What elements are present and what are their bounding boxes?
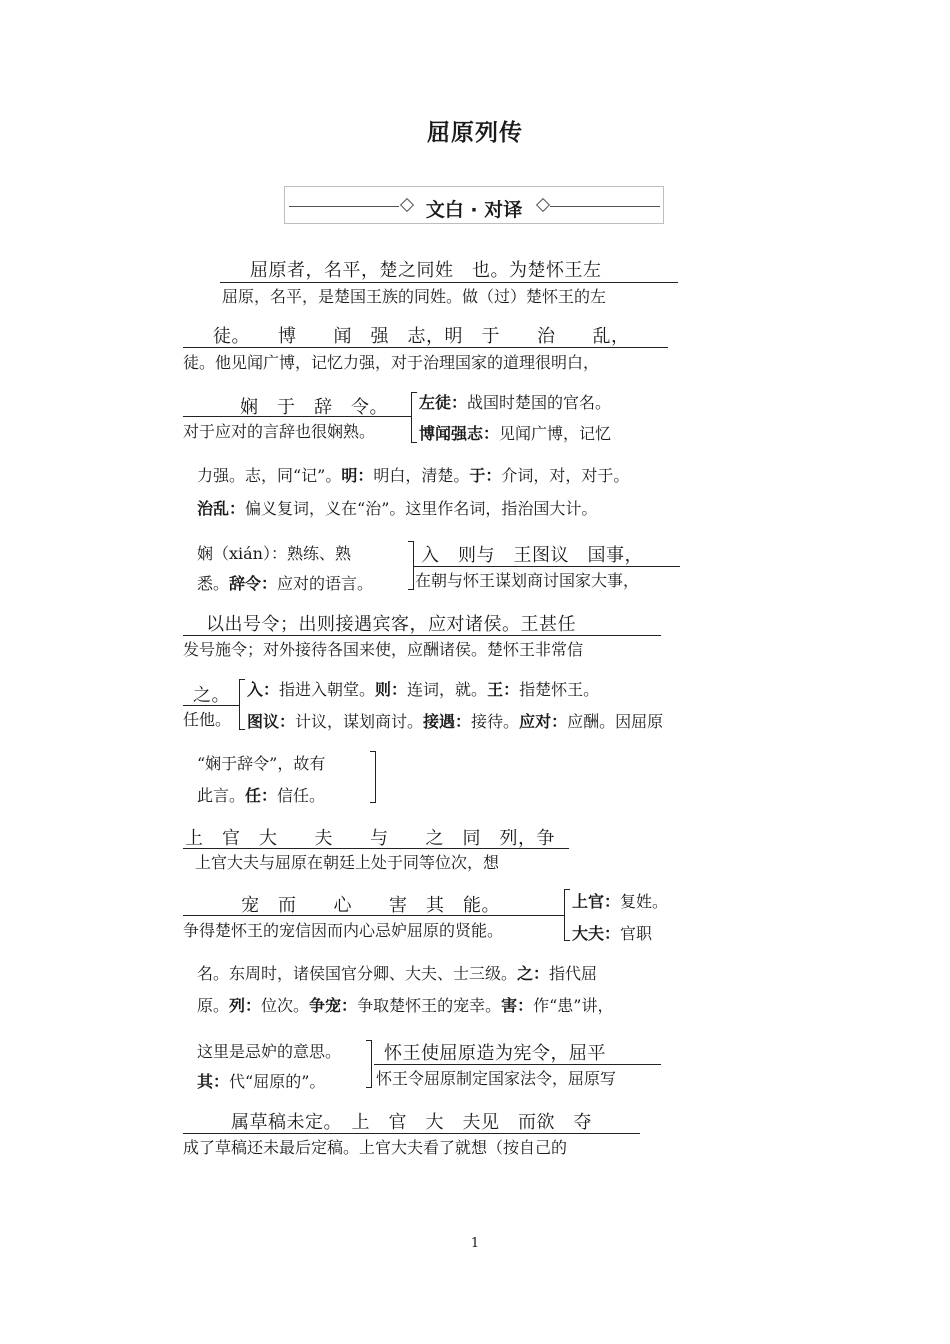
annotation-text: 应酬。因屈原 — [567, 712, 664, 731]
annotation-text: 应对的语言。 — [277, 574, 374, 593]
divider — [414, 566, 680, 567]
annotation-term: 王： — [487, 680, 520, 699]
original-line: 以出号令；出则接遇宾客，应对诸侯。王甚任 — [206, 614, 576, 635]
original-line: 徒。 博 闻 强 志，明 于 治 乱， — [213, 326, 630, 347]
annotation-text: 偏义复词，义在“治”。这里作名词，指治国大计。 — [245, 499, 598, 518]
annotation-text: 指进入朝堂。 — [279, 680, 376, 699]
annotation-text: 连词，就。 — [407, 680, 488, 699]
annotation-line — [247, 677, 599, 700]
original-line: 上 官 大 夫 与 之 同 列，争 — [185, 828, 555, 849]
original-line: 屈原者，名平，楚之同姓 也。为楚怀王左 — [250, 260, 602, 281]
annotation-text: 战国时楚国的官名。 — [467, 393, 612, 412]
translation-line: 在朝与怀王谋划商讨国家大事， — [415, 571, 640, 590]
divider — [183, 848, 569, 849]
original-line: 宠 而 心 害 其 能。 — [241, 895, 500, 916]
annotation-text: 力强。志，同“记”。 — [197, 466, 342, 485]
annotation-text: 位次。 — [261, 996, 310, 1015]
page-number: 1 — [470, 1236, 480, 1251]
divider — [183, 705, 239, 706]
annotation-term: 之： — [517, 964, 550, 983]
annotation-term: 入： — [247, 680, 280, 699]
original-line: 属草稿未定。 上 官 大 夫见 而欲 夺 — [231, 1112, 592, 1133]
annotation-term: 争宠： — [309, 996, 358, 1015]
translation-line: 屈原，名平，是楚国王族的同姓。做（过）楚怀王的左 — [222, 287, 607, 306]
annotation-text: 指楚怀王。 — [519, 680, 600, 699]
annotation-term: 左徒： — [419, 393, 468, 412]
annotation-bracket — [564, 889, 570, 941]
annotation-line — [419, 421, 611, 444]
annotation-term: 辞令： — [229, 574, 278, 593]
divider — [220, 282, 678, 283]
annotation-text: 信任。 — [277, 786, 326, 805]
annotation-term: 列： — [229, 996, 262, 1015]
annotation-line: 这里是忌妒的意思。 — [197, 1042, 342, 1061]
original-line: 怀王使屈原造为宪令，屈平 — [384, 1043, 606, 1064]
translation-line: 对于应对的言辞也很娴熟。 — [183, 422, 376, 441]
annotation-term: 则： — [375, 680, 408, 699]
annotation-text: 官职 — [620, 924, 653, 943]
divider — [183, 915, 564, 916]
annotation-line — [419, 390, 611, 413]
annotation-line — [247, 709, 663, 732]
annotation-term: 任： — [245, 786, 278, 805]
annotation-line — [197, 993, 613, 1016]
page-title: 屈原列传 — [427, 120, 523, 146]
translation-line: 任他。 — [183, 710, 232, 729]
banner-right-rule — [550, 206, 660, 207]
annotation-term: 图议： — [247, 712, 296, 731]
annotation-term: 其： — [197, 1072, 230, 1091]
annotation-term: 博闻强志： — [419, 424, 500, 443]
annotation-text: 争取楚怀王的宠幸。 — [357, 996, 502, 1015]
annotation-text: 名。东周时，诸侯国官分卿、大夫、士三级。 — [197, 964, 518, 983]
annotation-text: 明白，清楚。 — [373, 466, 470, 485]
annotation-term: 治乱： — [197, 499, 246, 518]
divider — [183, 1133, 640, 1134]
annotation-term: 于： — [469, 466, 502, 485]
annotation-line — [197, 463, 629, 486]
translation-line: 成了草稿还未最后定稿。上官大夫看了就想（按自己的 — [183, 1138, 568, 1157]
banner-label: 文白 · 对译 — [425, 199, 523, 221]
divider — [183, 635, 661, 636]
annotation-text: 代“屈原的”。 — [229, 1072, 326, 1091]
annotation-line — [197, 1069, 325, 1092]
annotation-bracket — [370, 751, 376, 803]
annotation-line — [197, 496, 597, 519]
annotation-term: 大夫： — [572, 924, 621, 943]
translation-line: 发号施令；对外接待各国来使，应酬诸侯。楚怀王非常信 — [183, 640, 584, 659]
annotation-line — [572, 889, 668, 912]
annotation-text: 介词，对，对于。 — [501, 466, 630, 485]
annotation-line — [197, 961, 597, 984]
annotation-line — [572, 921, 652, 944]
translation-line: 怀王令屈原制定国家法令，屈原写 — [376, 1069, 617, 1088]
annotation-line — [197, 571, 373, 594]
annotation-bracket — [411, 392, 417, 443]
translation-line: 上官大夫与屈原在朝廷上处于同等位次，想 — [195, 853, 500, 872]
original-line: 入 则与 王图议 国事， — [421, 545, 643, 566]
annotation-term: 应对： — [519, 712, 568, 731]
divider — [183, 416, 411, 417]
annotation-text: 原。 — [197, 996, 230, 1015]
annotation-text: 复姓。 — [620, 892, 669, 911]
annotation-bracket — [239, 679, 245, 730]
annotation-term: 明： — [341, 466, 374, 485]
annotation-term: 上官： — [572, 892, 621, 911]
annotation-text: 计议，谋划商讨。 — [295, 712, 424, 731]
section-banner — [284, 186, 664, 224]
original-line: 娴 于 辞 令。 — [240, 397, 388, 418]
translation-line: 争得楚怀王的宠信因而内心忌妒屈原的贤能。 — [183, 921, 504, 940]
translation-line: 徒。他见闻广博，记忆力强，对于治理国家的道理很明白， — [183, 353, 600, 372]
annotation-line: “娴于辞令”，故有 — [197, 754, 326, 773]
annotation-term: 害： — [501, 996, 534, 1015]
annotation-text: 此言。 — [197, 786, 246, 805]
original-line: 之。 — [193, 685, 230, 706]
annotation-line: 娴（xián）：熟练、熟 — [197, 544, 351, 563]
annotation-text: 接待。 — [471, 712, 520, 731]
annotation-bracket — [366, 1040, 372, 1088]
annotation-line — [197, 783, 325, 806]
annotation-term: 接遇： — [423, 712, 472, 731]
annotation-text: 悉。 — [197, 574, 230, 593]
annotation-text: 作“患”讲， — [533, 996, 614, 1015]
divider — [183, 347, 668, 348]
divider — [374, 1064, 661, 1065]
annotation-text: 指代屈 — [549, 964, 598, 983]
annotation-text: 见闻广博，记忆 — [499, 424, 612, 443]
